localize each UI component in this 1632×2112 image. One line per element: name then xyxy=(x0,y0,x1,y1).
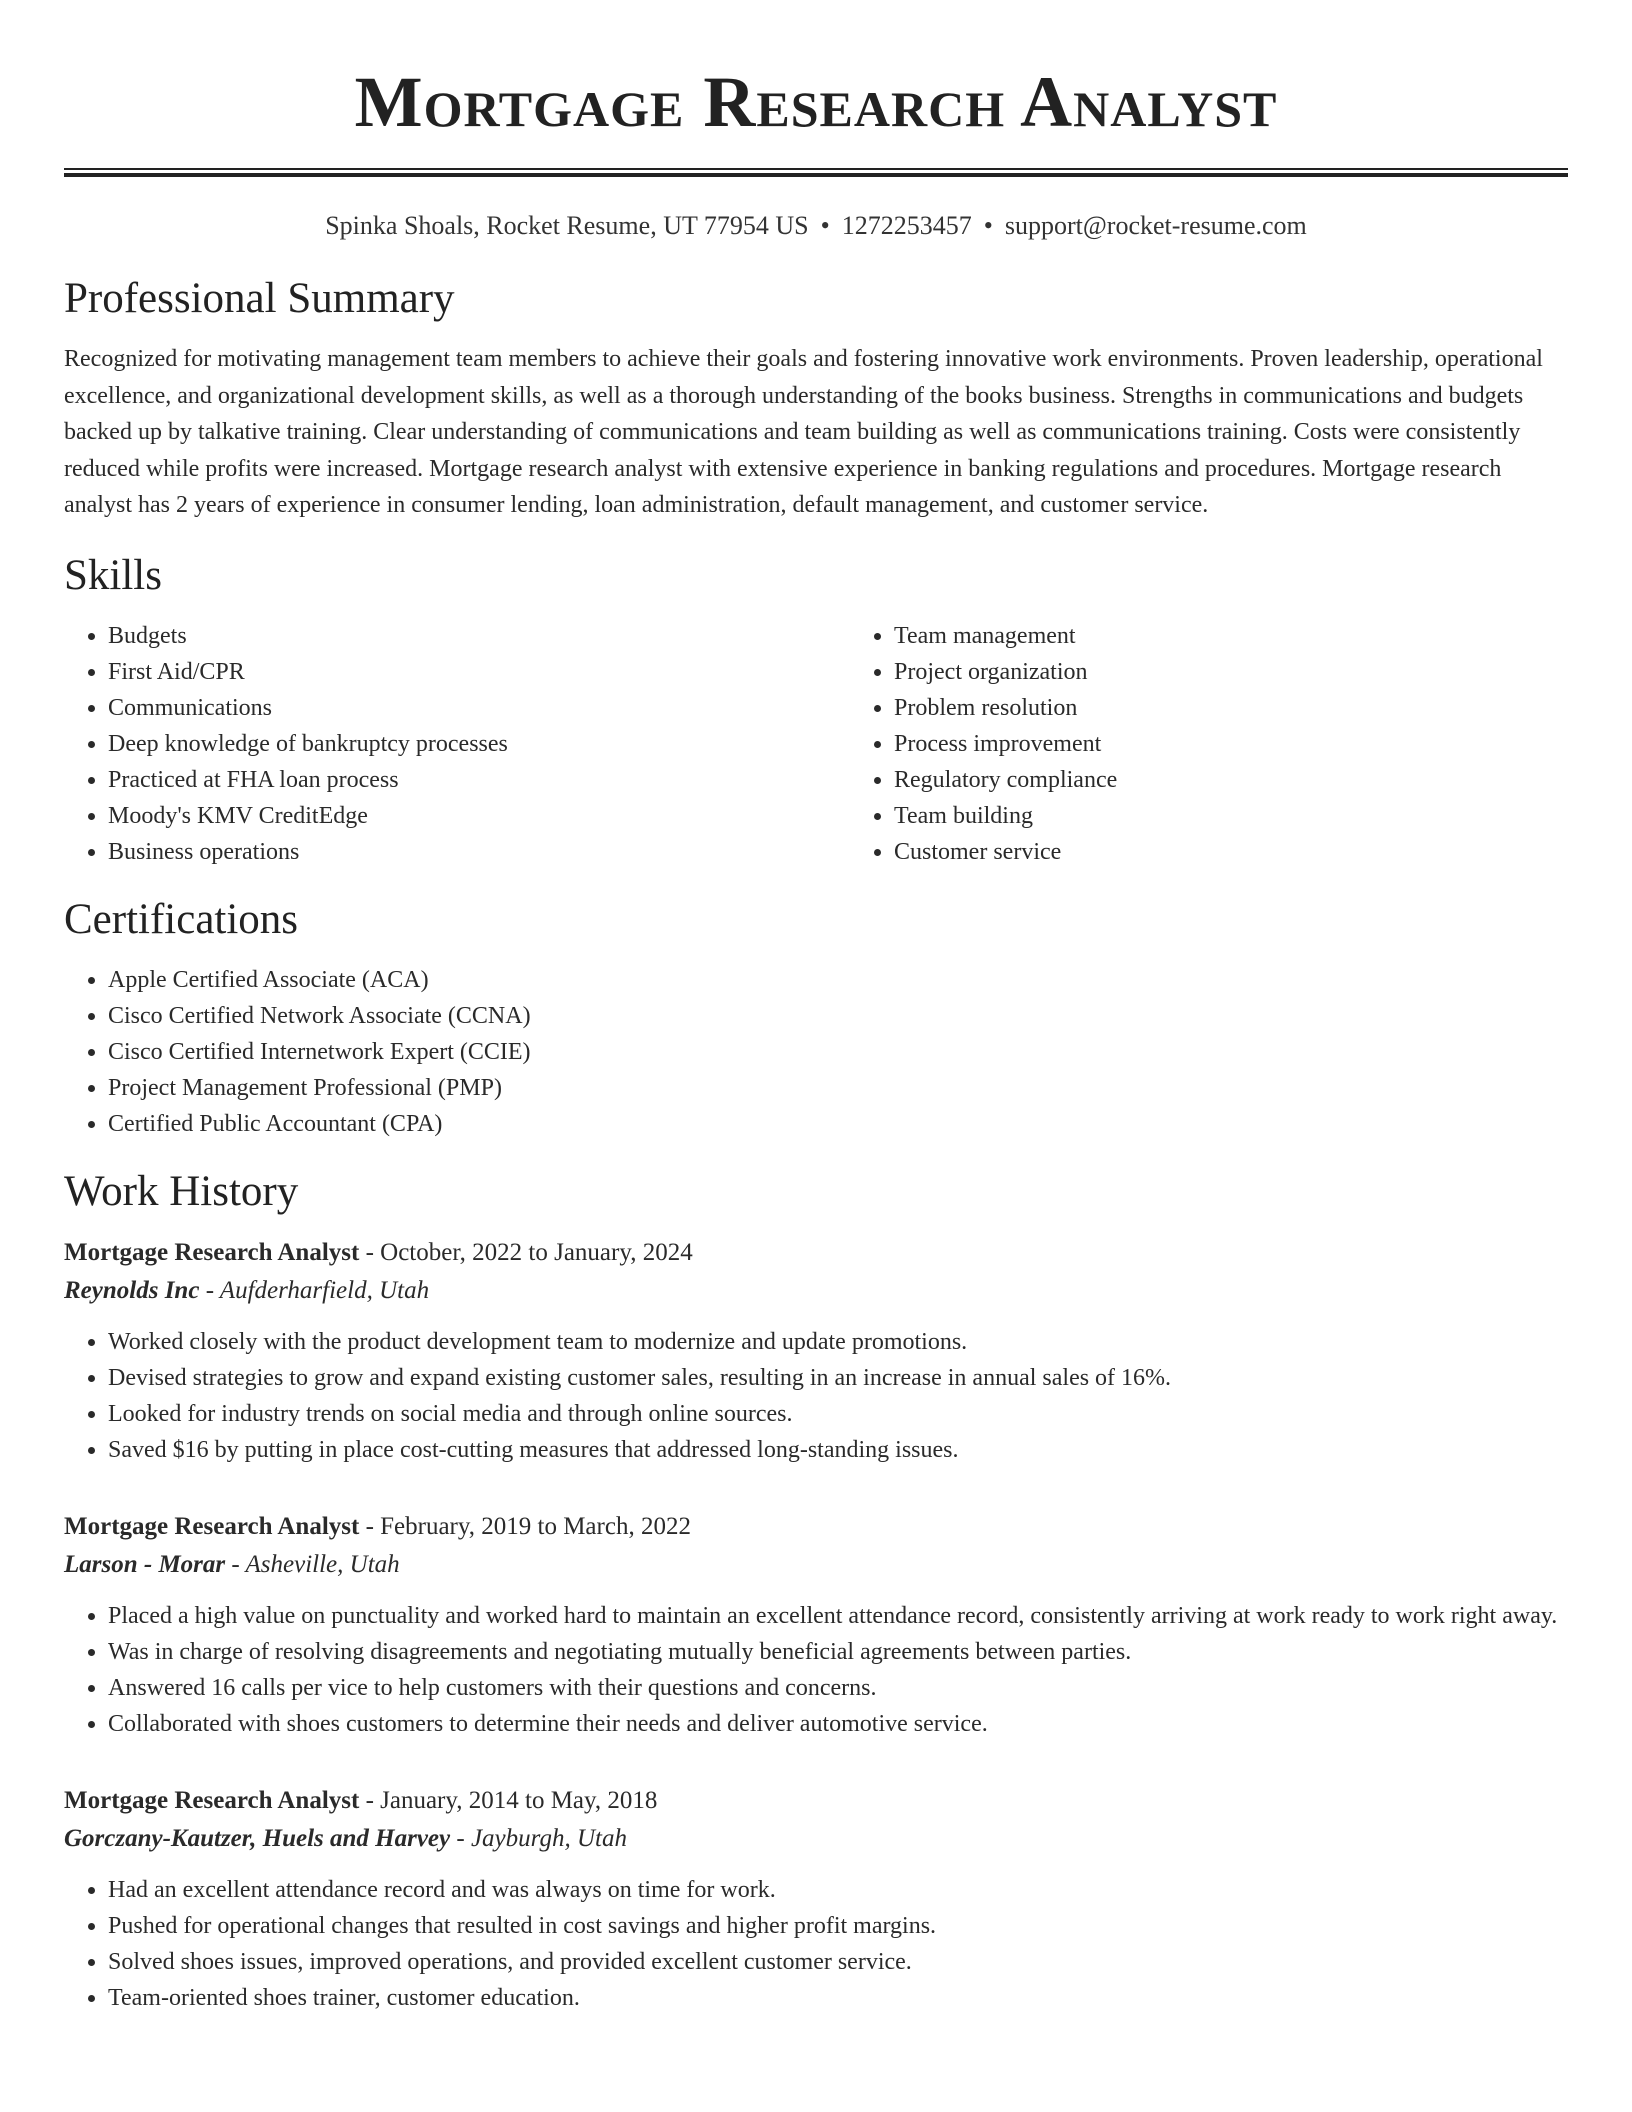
job-entry xyxy=(64,1782,1568,2016)
contact-separator: • xyxy=(820,211,830,240)
job-bullet: • Looked for industry trends on social media and through online sources. xyxy=(108,1396,1568,1432)
skill-item: • Practiced at FHA loan process xyxy=(108,762,850,798)
work-history-heading: Work History xyxy=(64,1167,299,1215)
skill-item: • Problem resolution xyxy=(894,690,1632,726)
job-bullet: • Worked closely with the product development team to modernize and update promotions. xyxy=(108,1324,1568,1360)
title-divider xyxy=(64,168,1568,177)
certifications-heading: Certifications xyxy=(64,895,299,943)
job-bullet: • Pushed for operational changes that resulted in cost savings and higher profit margins. xyxy=(108,1908,1568,1944)
skill-item: • Process improvement xyxy=(894,726,1632,762)
certification-item: • Project Management Professional (PMP) xyxy=(108,1070,1568,1106)
job-company-line xyxy=(64,1546,1568,1584)
job-company-line xyxy=(64,1820,1568,1858)
resume-page xyxy=(64,0,1568,2016)
job-company: Reynolds Inc xyxy=(64,1276,200,1304)
job-title: Mortgage Research Analyst xyxy=(64,1786,360,1814)
job-bullets xyxy=(64,1598,1568,1742)
contact-phone: 1272253457 xyxy=(841,211,972,240)
job-dates: - January, 2014 to May, 2018 xyxy=(365,1786,658,1814)
skill-item: • Business operations xyxy=(108,834,850,870)
skill-item: • Team building xyxy=(894,798,1632,834)
contact-separator: • xyxy=(983,211,993,240)
job-bullet: • Devised strategies to grow and expand existing customer sales, resulting in an increase in annual sales of 16%. xyxy=(108,1360,1568,1396)
job-bullets xyxy=(64,1324,1568,1468)
job-header xyxy=(64,1234,1568,1272)
certification-item: • Cisco Certified Network Associate (CCNA) xyxy=(108,998,1568,1034)
job-bullet: • Team-oriented shoes trainer, customer education. xyxy=(108,1980,1568,2016)
skill-item: • First Aid/CPR xyxy=(108,654,850,690)
skill-item: • Project organization xyxy=(894,654,1632,690)
job-bullet: • Answered 16 calls per vice to help customers with their questions and concerns. xyxy=(108,1670,1568,1706)
job-entry xyxy=(64,1234,1568,1468)
job-bullet: • Placed a high value on punctuality and worked hard to maintain an excellent attendance record, consistently arriving at work ready to work right away. xyxy=(108,1598,1568,1634)
job-bullet: • Collaborated with shoes customers to determine their needs and deliver automotive service. xyxy=(108,1706,1568,1742)
resume-title: Mortgage Research Analyst xyxy=(354,62,1278,142)
job-company: Gorczany-Kautzer, Huels and Harvey xyxy=(64,1824,451,1852)
job-dates: - October, 2022 to January, 2024 xyxy=(365,1238,693,1266)
job-company: Larson - Morar xyxy=(64,1550,226,1578)
skill-item: • Communications xyxy=(108,690,850,726)
skill-item: • Moody's KMV CreditEdge xyxy=(108,798,850,834)
skill-item: • Budgets xyxy=(108,618,850,654)
skills-columns xyxy=(64,618,1568,870)
contact-address: Spinka Shoals, Rocket Resume, UT 77954 US xyxy=(325,211,809,240)
job-bullet: • Solved shoes issues, improved operations, and provided excellent customer service. xyxy=(108,1944,1568,1980)
job-company-line xyxy=(64,1272,1568,1310)
job-dates: - February, 2019 to March, 2022 xyxy=(365,1512,691,1540)
job-location: - Asheville, Utah xyxy=(231,1550,400,1578)
skills-left-list xyxy=(64,618,850,870)
job-header xyxy=(64,1782,1568,1820)
certification-item: • Certified Public Accountant (CPA) xyxy=(108,1106,1568,1142)
contact-line xyxy=(64,209,1568,243)
skill-item: • Deep knowledge of bankruptcy processes xyxy=(108,726,850,762)
job-title: Mortgage Research Analyst xyxy=(64,1512,360,1540)
job-location: - Aufderharfield, Utah xyxy=(205,1276,430,1304)
job-bullet: • Had an excellent attendance record and was always on time for work. xyxy=(108,1872,1568,1908)
job-bullets xyxy=(64,1872,1568,2016)
skill-item: • Team management xyxy=(894,618,1632,654)
job-location: - Jayburgh, Utah xyxy=(456,1824,627,1852)
skills-heading: Skills xyxy=(64,551,162,599)
certifications-list xyxy=(64,962,1568,1142)
summary-heading: Professional Summary xyxy=(64,275,455,322)
summary-text: Recognized for motivating management team members to achieve their goals and fostering innovative work environments. Proven leadership, operational excellence, and organizational development skills, as well as a thorough understanding of the books business. Strengths in communications and budgets backed up by talkative training. Clear understanding of communications and team building as well as communications training. Costs were consistently reduced while profits were increased. Mortgage research analyst with extensive experience in banking regulations and procedures. Mortgage research analyst has 2 years of experience in consumer lending, loan administration, default management, and customer service. xyxy=(64,346,1543,519)
certification-item: • Cisco Certified Internetwork Expert (CCIE) xyxy=(108,1034,1568,1070)
skills-right-list xyxy=(850,618,1632,870)
skill-item: • Regulatory compliance xyxy=(894,762,1632,798)
contact-email: support@rocket-resume.com xyxy=(1004,211,1307,240)
certification-item: • Apple Certified Associate (ACA) xyxy=(108,962,1568,998)
job-title: Mortgage Research Analyst xyxy=(64,1238,360,1266)
job-header xyxy=(64,1508,1568,1546)
job-bullet: • Was in charge of resolving disagreements and negotiating mutually beneficial agreements between parties. xyxy=(108,1634,1568,1670)
skill-item: • Customer service xyxy=(894,834,1632,870)
job-entry xyxy=(64,1508,1568,1742)
job-bullet: • Saved $16 by putting in place cost-cutting measures that addressed long-standing issues. xyxy=(108,1432,1568,1468)
